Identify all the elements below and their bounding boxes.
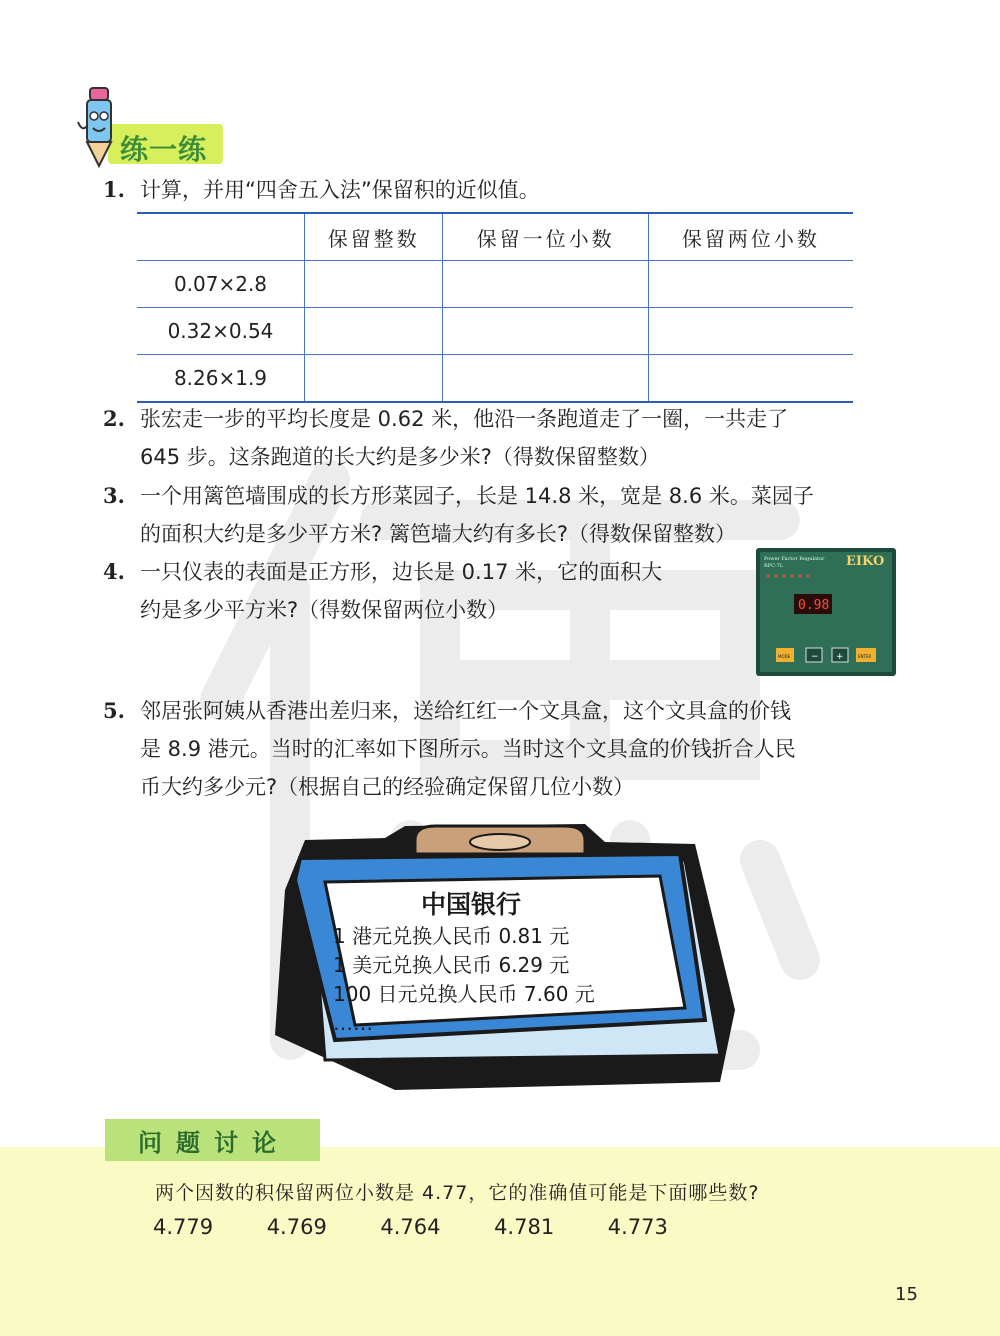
page-number: 15: [895, 1284, 918, 1305]
device-model: RPC-7L: [764, 563, 784, 569]
rounding-table: [137, 212, 853, 403]
answer-cell[interactable]: [443, 355, 648, 403]
device-button-plus: +: [836, 652, 844, 662]
table-header-row: [137, 213, 853, 261]
table-header-cell: 保留两位小数: [648, 213, 853, 261]
device-display: 0.98: [798, 598, 830, 613]
table-row-label: 0.32×0.54: [137, 308, 305, 355]
option-value: 4.779: [153, 1215, 214, 1239]
section-title: 练一练: [120, 133, 208, 166]
table-header-cell: 保留整数: [305, 213, 443, 261]
table-row: [137, 261, 853, 308]
answer-cell[interactable]: [443, 308, 648, 355]
device-button-mode: MODE: [778, 654, 791, 659]
answer-cell[interactable]: [305, 355, 443, 403]
option-value: 4.773: [607, 1215, 668, 1239]
rate-line: 1 美元兑换人民币 6.29 元: [333, 953, 570, 977]
rate-line: ……: [333, 1011, 373, 1035]
table-row: [137, 308, 853, 355]
discussion-question: 两个因数的积保留两位小数是 4.77，它的准确值可能是下面哪些数?: [155, 1182, 760, 1204]
discussion-tag-label: 问题讨论: [138, 1129, 290, 1157]
discussion-options: [153, 1215, 715, 1239]
discussion-panel: [0, 1147, 1000, 1336]
option-value: 4.764: [380, 1215, 441, 1239]
table-row: [137, 355, 853, 403]
device-button-minus: −: [811, 652, 819, 662]
question-1: 1. 计算，并用“四舍五入法”保留积的近似值。: [103, 177, 540, 202]
question-5: 5. 邻居张阿姨从香港出差归来，送给红红一个文具盒，这个文具盒的价钱 是 8.9 港元。当时的汇率如下图所示。当时这个文具盒的价钱折合人民 币大约多少元?（根据自己的经验确定保留几位小数）: [103, 698, 796, 799]
table-row-label: 8.26×1.9: [137, 355, 305, 403]
rate-line: 100 日元兑换人民币 7.60 元: [333, 982, 595, 1006]
table-header-cell: 保留一位小数: [443, 213, 648, 261]
device-brand: EIKO: [846, 554, 885, 569]
table-row-label: 0.07×2.8: [137, 261, 305, 308]
question-3: 3. 一个用篱笆墙围成的长方形菜园子，长是 14.8 米，宽是 8.6 米。菜园子 的面积大约是多少平方米? 篱笆墙大约有多长?（得数保留整数）: [103, 483, 814, 546]
option-value: 4.781: [494, 1215, 555, 1239]
answer-cell[interactable]: [648, 308, 853, 355]
answer-cell[interactable]: [648, 355, 853, 403]
device-subtitle: Power Factor Regulator: [764, 556, 825, 562]
answer-cell[interactable]: [305, 261, 443, 308]
device-button-enter: ENTER: [858, 654, 872, 659]
answer-cell[interactable]: [443, 261, 648, 308]
question-4: 4. 一只仪表的表面是正方形，边长是 0.17 米，它的面积大 约是多少平方米?（得数保留两位小数）: [103, 559, 663, 622]
table-header-cell: [137, 213, 305, 261]
meter-device-image: [756, 548, 896, 676]
rate-line: 1 港元兑换人民币 0.81 元: [333, 924, 570, 948]
bank-name: 中国银行: [421, 890, 522, 919]
question-2: 2. 张宏走一步的平均长度是 0.62 米，他沿一条跑道走了一圈，一共走了 645 步。这条跑道的长大约是多少米?（得数保留整数）: [103, 406, 789, 469]
answer-cell[interactable]: [305, 308, 443, 355]
answer-cell[interactable]: [648, 261, 853, 308]
exchange-rate-board: [333, 890, 595, 1038]
option-value: 4.769: [266, 1215, 327, 1239]
